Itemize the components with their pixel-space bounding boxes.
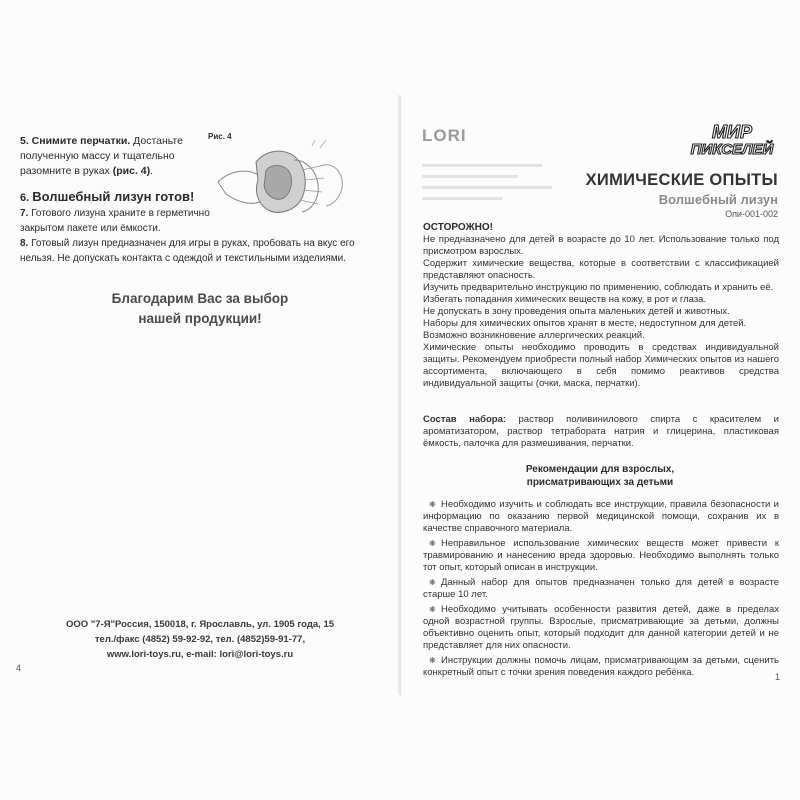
recommendations-list <box>423 499 779 682</box>
lori-logo: LORI <box>422 126 467 145</box>
list-item-text: Неправильное использование химических веществ может привести к травмированию и нанесению вреда здоровью. Необходимо выполнять только тот опыт, который описан в инструкции. <box>423 538 779 573</box>
step-6-title <box>20 189 194 204</box>
bullet-icon: ❋ <box>429 500 436 509</box>
recommendations-heading-line-1: Рекомендации для взрослых, <box>525 464 675 475</box>
left-page <box>0 0 399 800</box>
step-5-end: . <box>150 165 154 177</box>
list-item-text: Необходимо учитывать особенности развития детей, даже в пределах одной возрастной группы. Взрослые, присматривающие за детьми, должны объективно оценить опыт, который подходит для данной категории детей и не представляет для них опасности. <box>423 604 779 651</box>
bullet-icon: ❋ <box>429 605 436 614</box>
warning-line: Изучить предварительно инструкцию по применению, соблюдать и хранить её. <box>423 282 774 293</box>
contact-phones: тел./факс (4852) 59-92-92, тел. (4852)59-91-77, <box>94 634 306 645</box>
recommendations-heading <box>480 463 720 489</box>
list-item <box>423 499 779 535</box>
warning-heading: ОСТОРОЖНО! <box>423 222 493 233</box>
list-item <box>423 538 779 574</box>
recommendations-heading-line-2: присматривающих за детьми <box>526 477 674 488</box>
thank-you-line-2: нашей продукции! <box>138 311 262 326</box>
list-item <box>423 604 779 652</box>
thank-you-message <box>70 289 330 329</box>
thank-you-line-1: Благодарим Вас за выбор <box>111 291 289 306</box>
page-title: ХИМИЧЕСКИЕ ОПЫТЫ <box>585 171 778 189</box>
list-item-text: Необходимо изучить и соблюдать все инструкции, правила безопасности и информацию по оказанию первой медицинской помощи, сохранив их в качестве справочного материала. <box>423 499 779 534</box>
figure-4 <box>208 132 358 222</box>
step-5-text <box>20 134 210 179</box>
article-number: Опи-001-002 <box>725 209 778 219</box>
warning-line: Химические опыты необходимо проводить в средствах индивидуальной защиты. Рекомендуем приобрести полный набор Химических опытов из нашего ассортимента, включающего в себя помимо реактивов средства индивидуальной защиты (очки, маска, перчатки). <box>423 342 779 389</box>
step-8-body: Готовый лизун предназначен для игры в руках, пробовать на вкус его нельзя. Не допускать контакта с одеждой и текстильными изделиями. <box>20 238 355 264</box>
step-6-number: 6. <box>20 192 33 204</box>
step-6-heading: Волшебный лизун готов! <box>32 189 195 204</box>
figure-4-label: Рис. 4 <box>208 132 232 141</box>
bullet-icon: ❋ <box>429 656 436 665</box>
list-item <box>423 577 779 601</box>
step-5-body: Достаньте полученную массу и тщательно разомните в руках <box>20 135 183 177</box>
hands-kneading-slime-illustration <box>208 140 358 222</box>
warning-line: Не допускать в зону проведения опыта маленьких детей и животных. <box>423 306 730 317</box>
warning-line: Наборы для химических опытов хранят в месте, недоступном для детей. <box>423 318 747 329</box>
list-item-text: Данный набор для опытов предназначен только для детей в возрасте старше 10 лет. <box>423 577 779 600</box>
brand-line-2: ПИКСЕЛЕЙ <box>690 141 774 158</box>
contact-web-email: www.lori-toys.ru, e-mail: lori@lori-toys.ru <box>106 649 294 660</box>
brand-line-1: МИР <box>712 122 752 142</box>
step-7-number: 7. <box>20 208 29 219</box>
step-5-figure-ref: (рис. 4) <box>112 165 151 177</box>
page-number-left: 4 <box>16 663 22 673</box>
list-item <box>423 655 779 679</box>
contact-address: ООО "7-Я"Россия, 150018, г. Ярославль, ул. 1905 года, 15 <box>65 619 335 630</box>
warning-line: Не предназначено для детей в возрасте до 10 лет. Использование только под присмотром взрослых. <box>423 234 779 257</box>
warning-text <box>423 234 779 390</box>
composition-text: раствор поливинилового спирта с красителем и ароматизатором, раствор тетрабората натрия и глицерина, пластиковая ёмкость, палочка для размешивания, перчатки. <box>423 414 779 449</box>
step-8-number: 8. <box>20 238 29 249</box>
warning-line: Возможно возникновение аллергических реакций. <box>423 330 645 341</box>
warning-line: Избегать попадания химических веществ на кожу, в рот и глаза. <box>423 294 707 305</box>
step-5-title: 5. Снимите перчатки. <box>20 135 131 147</box>
page-subtitle: Волшебный лизун <box>658 192 778 207</box>
step-7-body: Готового лизуна храните в герметично закрытом пакете или ёмкости. <box>20 208 210 234</box>
page-number-right: 1 <box>775 672 781 682</box>
mir-pikseley-logo <box>686 124 778 158</box>
step-8-text <box>20 236 370 266</box>
composition-label: Состав набора: <box>423 414 507 425</box>
kit-composition <box>423 414 779 450</box>
bullet-icon: ❋ <box>429 539 436 548</box>
step-7-text <box>20 206 220 236</box>
bullet-icon: ❋ <box>429 578 436 587</box>
warning-line: Содержит химические вещества, которые в соответствии с классификацией представляют опасность. <box>423 258 779 281</box>
company-contacts <box>50 617 350 662</box>
list-item-text: Инструкции должны помочь лицам, присматривающим за детьми, сценить конкретный опыт с точки зрения поведения каждого ребёнка. <box>423 655 779 678</box>
